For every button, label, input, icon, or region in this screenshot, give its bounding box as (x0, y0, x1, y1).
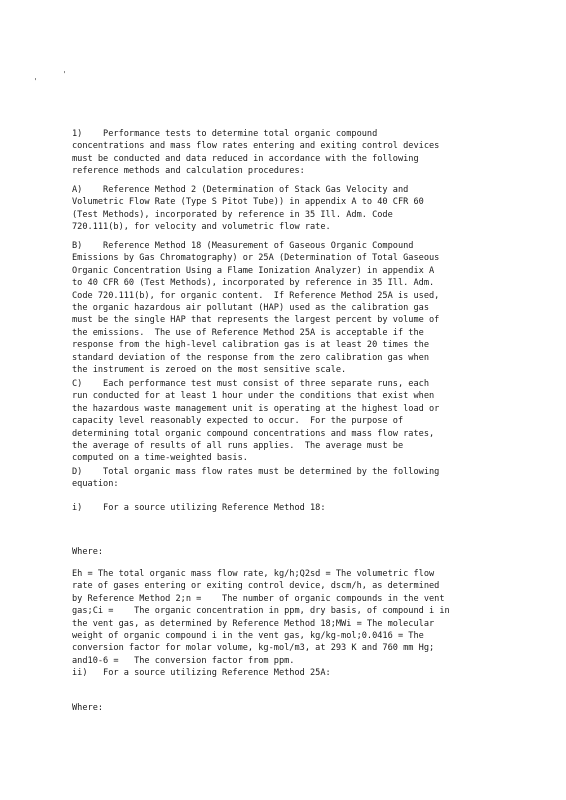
paragraph-mass-flow-equation: D) Total organic mass flow rates must be determined by the following equation: (72, 467, 440, 490)
where-label: Where: (72, 703, 104, 713)
paragraph-method-18-source: i) For a source utilizing Reference Method 18: (72, 503, 326, 513)
scan-mark: ' (33, 77, 38, 86)
paragraph-reference-method-18: B) Reference Method 18 (Measurement of Gaseous Organic Compound Emissions by Gas Chromatography) or 25A (Determination of Total Gaseous Organic Concentration Using a Flame Ionization Analyzer) in appendix A to 40 CFR 60 (Test Methods), incorporated by reference in 35 Ill. Adm. Code 720.111(b), for organic content. If Reference Method 25A is used, the organic hazardous air pollutant (HAP) used as the calibration gas must be the single HAP that represents the largest percent by volume of the emissions. The use of Reference Method 25A is acceptable if the response from the high-level calibration gas is at least 20 times the standard deviation of the response from the zero calibration gas when the instrument is zeroed on the most sensitive scale. (72, 241, 440, 376)
paragraph-performance-runs: C) Each performance test must consist of three separate runs, each run conducted for at least 1 hour under the conditions that exist when the hazardous waste management unit is operating at the highest load or capacity level reasonably expected to occur. For the purpose of determining total organic compound concentrations and mass flow rates, the average of results of all runs applies. The average must be computed on a time-weighted basis. (72, 379, 440, 464)
paragraph-variable-definitions: Eh = The total organic mass flow rate, kg/h;Q2sd = The volumetric flow rate of gases entering or exiting control device, dscm/h, as determined by Reference Method 2;n = The number of organic compounds in the vent gas;Ci = The organic concentration in ppm, dry basis, of compound i in the vent gas, as determined by Reference Method 18;MWi = The molecular weight of organic compound i in the vent gas, kg/kg-mol;0.0416 = The conversion factor for molar volume, kg-mol/m3, at 293 K and 760 mm Hg; and10-6 = The conversion factor from ppm. ii) For a source utilizing Reference Method 25A: (72, 569, 450, 679)
paragraph-performance-tests: 1) Performance tests to determine total organic compound concentrations and mass flow rates entering and exiting control devices must be conducted and data reduced in accordance with the following reference methods and calculation procedures: (72, 129, 440, 177)
where-label: Where: (72, 547, 104, 557)
paragraph-reference-method-2: A) Reference Method 2 (Determination of Stack Gas Velocity and Volumetric Flow Rate (Type S Pitot Tube)) in appendix A to 40 CFR 60 (Test Methods), incorporated by reference in 35 Ill. Adm. Code 720.111(b), for velocity and volumetric flow rate. (72, 185, 424, 233)
scan-mark: ' (62, 70, 67, 79)
